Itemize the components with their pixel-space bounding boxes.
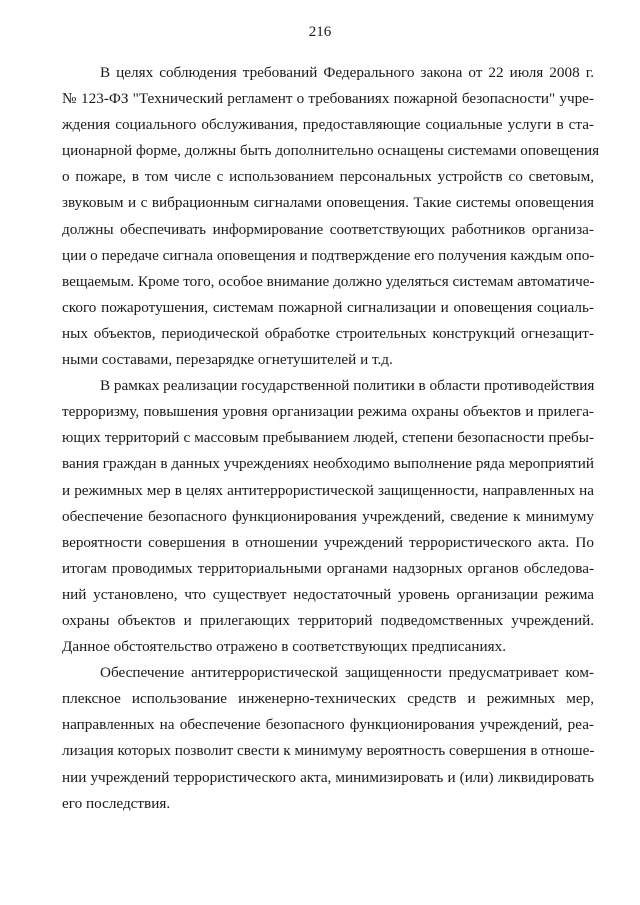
text-line: направленных на обеспечение безопасного функционирования учреждений, реа- <box>62 716 594 734</box>
text-line: Обеспечение антитеррористической защищенности предусматривает ком- <box>100 664 594 682</box>
text-line: обеспечение безопасного функционирования учреждений, сведение к минимуму <box>62 507 594 525</box>
text-line: ными составами, перезарядке огнетушителей и т.д. <box>62 351 393 369</box>
page-number: 216 <box>308 24 332 40</box>
text-line: № 123-ФЗ "Технический регламент о требованиях пожарной безопасности" учре- <box>62 90 594 108</box>
text-line: лизация которых позволит свести к минимуму вероятность совершения в отноше- <box>62 742 595 760</box>
text-line: ных объектов, периодической обработке строительных конструкций огнезащит- <box>62 324 594 342</box>
text-line: итогам проводимых территориальными органами надзорных органов обследова- <box>62 559 594 577</box>
text-line: нии учреждений террористического акта, минимизировать и (или) ликвидировать <box>62 768 594 786</box>
text-line: ющих территорий с массовым пребыванием людей, степени безопасности пребы- <box>62 429 594 447</box>
text-line: его последствия. <box>62 794 171 812</box>
text-line: вания граждан в данных учреждениях необходимо выполнение ряда мероприятий <box>62 455 594 473</box>
text-line: плексное использование инженерно-технических средств и режимных мер, <box>62 690 594 708</box>
paragraph-fire-safety <box>62 60 600 373</box>
text-line: вероятности совершения в отношении учреждений террористического акта. По <box>62 533 594 551</box>
text-line: ции о передаче сигнала оповещения и подтверждение его получения каждым опо- <box>62 246 595 264</box>
text-line: о пожаре, в том числе с использованием персональных устройств со световым, <box>62 168 594 186</box>
text-line: В целях соблюдения требований Федерального закона от 22 июля 2008 г. <box>100 64 594 81</box>
paragraph-antiterrorism-protection <box>62 660 594 817</box>
text-line: и режимных мер в целях антитеррористической защищенности, направленных на <box>62 481 594 499</box>
text-line: звуковым и с вибрационным сигналами оповещения. Такие системы оповещения <box>62 194 594 212</box>
text-line: должны обеспечивать информирование соответствующих работников организа- <box>62 220 594 238</box>
text-line: охраны объектов и прилегающих территорий подведомственных учреждений. <box>62 611 594 629</box>
text-line: ний установлено, что существует недостаточный уровень организации режима <box>62 585 594 603</box>
text-line: ждения социального обслуживания, предоставляющие социальные услуги в ста- <box>62 116 594 134</box>
text-line: вещаемым. Кроме того, особое внимание должно уделяться системам автоматиче- <box>62 272 595 290</box>
body-text <box>62 60 600 817</box>
text-line: В рамках реализации государственной политики в области противодействия <box>100 377 595 395</box>
text-line: терроризму, повышения уровня организации режима охраны объектов и прилега- <box>62 403 594 421</box>
text-line: ского пожаротушения, системам пожарной сигнализации и оповещения социаль- <box>62 298 594 316</box>
paragraph-antiterrorism-policy <box>62 373 594 660</box>
text-line: Данное обстоятельство отражено в соответствующих предписаниях. <box>62 638 506 656</box>
text-line: ционарной форме, должны быть дополнительно оснащены системами оповещения <box>62 142 600 160</box>
